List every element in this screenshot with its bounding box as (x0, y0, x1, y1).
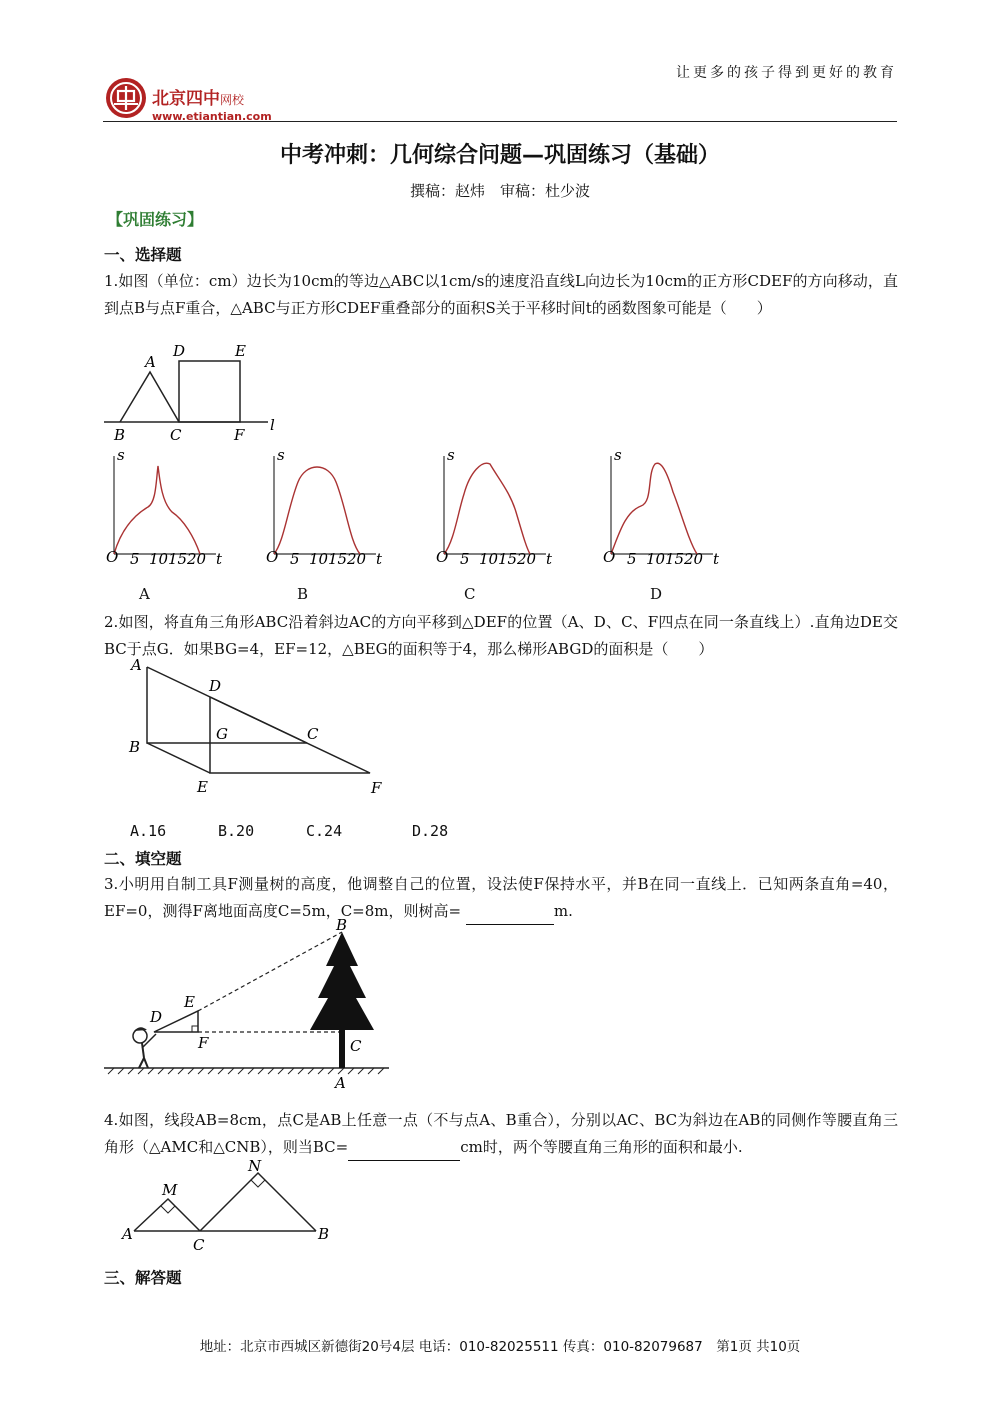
q1-graph-t-label: t (546, 550, 553, 568)
q2-label-c: C (307, 725, 319, 743)
q3-label-c: C (350, 1037, 362, 1055)
q1-text: 1.如图（单位：cm）边长为10cm的等边△ABC以1cm/s的速度沿直线L向边长为10cm的正方形CDEF的方向移动，直到点B与点F重合，△ABC与正方形CDEF重叠部分的面积S关于平移时间t的函数图象可能是（ ） (104, 272, 898, 317)
q3-text-after: m. (553, 901, 573, 920)
q1-option-d: D (650, 585, 663, 603)
q1-graph-d (601, 446, 721, 572)
q4-answer-blank (348, 1134, 460, 1162)
logo-name: 北京四中 (152, 89, 220, 109)
q4-figure (118, 1155, 338, 1255)
q1-graph-s-label: s (277, 446, 285, 464)
q4-label-n: N (248, 1157, 262, 1175)
q1-graph-tick-label: 10 (479, 550, 499, 568)
q1-graph-a (104, 446, 224, 572)
logo-url: www.etiantian.com (152, 110, 272, 123)
q1-label-a: A (145, 353, 156, 371)
q1-label-d: D (173, 342, 186, 360)
q1-graph-tick-label: 15 (665, 550, 685, 568)
q1-label-c: C (170, 426, 182, 444)
q1-graph-t-label: t (216, 550, 223, 568)
q1-figure (100, 340, 280, 450)
header-slogan: 让更多的孩子得到更好的教育 (676, 65, 897, 81)
q1-graph-tick-label: 15 (328, 550, 348, 568)
q1-graph-curve (444, 463, 530, 554)
q2-choice-a: A.16 (130, 822, 167, 840)
q1-graph-tick-label: 10 (309, 550, 329, 568)
q1-graph-tick-label: 5 (130, 550, 140, 568)
q1-graph-t-label: t (376, 550, 383, 568)
q4-text-before: 4.如图，线段AB=8cm，点C是AB上任意一点（不与点A、B重合），分别以AC、BC为斜边在AB的同侧作等腰直角三角形（△AMC和△CNB），则当BC= (104, 1111, 898, 1156)
q3-label-b: B (336, 916, 348, 934)
q3-figure (104, 918, 394, 1093)
q3-label-e: E (184, 993, 195, 1011)
q2-choice-c: C.24 (306, 822, 343, 840)
q1-graph-origin-label: O (603, 548, 616, 566)
q1-label-e: E (235, 342, 246, 360)
q1-graph-curve (611, 463, 697, 554)
q4-label-c: C (193, 1236, 205, 1254)
q1-label-f: F (234, 426, 245, 444)
q1-graph-origin-label: O (266, 548, 279, 566)
header-divider (103, 121, 897, 122)
q1-graph-tick-label: 20 (347, 550, 367, 568)
q2-label-a: A (131, 656, 142, 674)
q3-label-d: D (150, 1008, 163, 1026)
part1-heading: 一、选择题 (104, 246, 182, 264)
q4-label-a: A (122, 1225, 133, 1243)
q2-label-f: F (371, 779, 382, 797)
q1-option-c: C (464, 585, 476, 603)
q1-graph-tick-label: 10 (646, 550, 666, 568)
q3-label-a: A (335, 1074, 346, 1092)
authors: 撰稿：赵炜 审稿：杜少波 (409, 182, 590, 200)
q2-figure (125, 655, 395, 805)
q1-graph-s-label: s (117, 446, 125, 464)
q2-label-g: G (216, 725, 228, 743)
q2-text: 2.如图，将直角三角形ABC沿着斜边AC的方向平移到△DEF的位置（A、D、C、F四点在同一条直线上）.直角边DE交BC于点G．如果BG=4，EF=12，△BEG的面积等于4，那么梯形ABGD的面积是（ ） (104, 613, 898, 658)
q1-option-b: B (297, 585, 309, 603)
q3-answer-blank (466, 898, 554, 926)
q1-graph-s-label: s (614, 446, 622, 464)
q3-label-f: F (198, 1034, 209, 1052)
page-title: 中考冲刺：几何综合问题—巩固练习（基础） (279, 143, 720, 168)
q4-label-b: B (318, 1225, 330, 1243)
q4-label-m: M (162, 1181, 178, 1199)
q1-label-l: l (270, 416, 275, 434)
logo-sub: 网校 (220, 93, 245, 107)
q1-graph-origin-label: O (436, 548, 449, 566)
q2-choice-d: D.28 (412, 822, 449, 840)
q1-graph-c (434, 446, 554, 572)
q1-graph-curve (274, 467, 360, 554)
footer: 地址：北京市西城区新德街20号4层 电话：010-82025511 传真：010-82079687 第1页 共10页 (199, 1339, 801, 1355)
section-label: 【巩固练习】 (107, 210, 204, 229)
q1-graph-tick-label: 15 (498, 550, 518, 568)
part2-heading: 二、填空题 (104, 850, 182, 868)
q2-label-b: B (129, 738, 141, 756)
q1-graph-tick-label: 15 (168, 550, 188, 568)
q1-graph-tick-label: 20 (517, 550, 537, 568)
q2-label-d: D (209, 677, 222, 695)
q2-label-e: E (197, 778, 208, 796)
q1-graph-tick-label: 5 (460, 550, 470, 568)
q1-option-a: A (139, 585, 150, 603)
q1-graph-s-label: s (447, 446, 455, 464)
q1-graph-curve (114, 466, 200, 554)
q1-graph-t-label: t (713, 550, 720, 568)
q1-graph-tick-label: 20 (187, 550, 207, 568)
q1-graph-tick-label: 10 (149, 550, 169, 568)
q1-graph-origin-label: O (106, 548, 119, 566)
q1-graph-b (264, 446, 384, 572)
q2-choice-b: B.20 (218, 822, 255, 840)
q3-text-before: 3.小明用自制工具F测量树的高度，他调整自己的位置，设法使F保持水平，并B在同一直线上．已知两条直角=40，EF=0，测得F离地面高度C=5m，C=8m，则树高= (104, 875, 898, 920)
q1-label-b: B (114, 426, 126, 444)
logo (152, 84, 272, 123)
q1-graph-tick-label: 5 (290, 550, 300, 568)
q4-text-after: cm时，两个等腰直角三角形的面积和最小. (460, 1137, 743, 1156)
logo-icon (104, 76, 148, 120)
q1-graph-tick-label: 5 (627, 550, 637, 568)
q1-graph-tick-label: 20 (684, 550, 704, 568)
q4-text (104, 1107, 898, 1161)
part3-heading: 三、解答题 (104, 1269, 182, 1287)
q3-text (104, 871, 898, 925)
